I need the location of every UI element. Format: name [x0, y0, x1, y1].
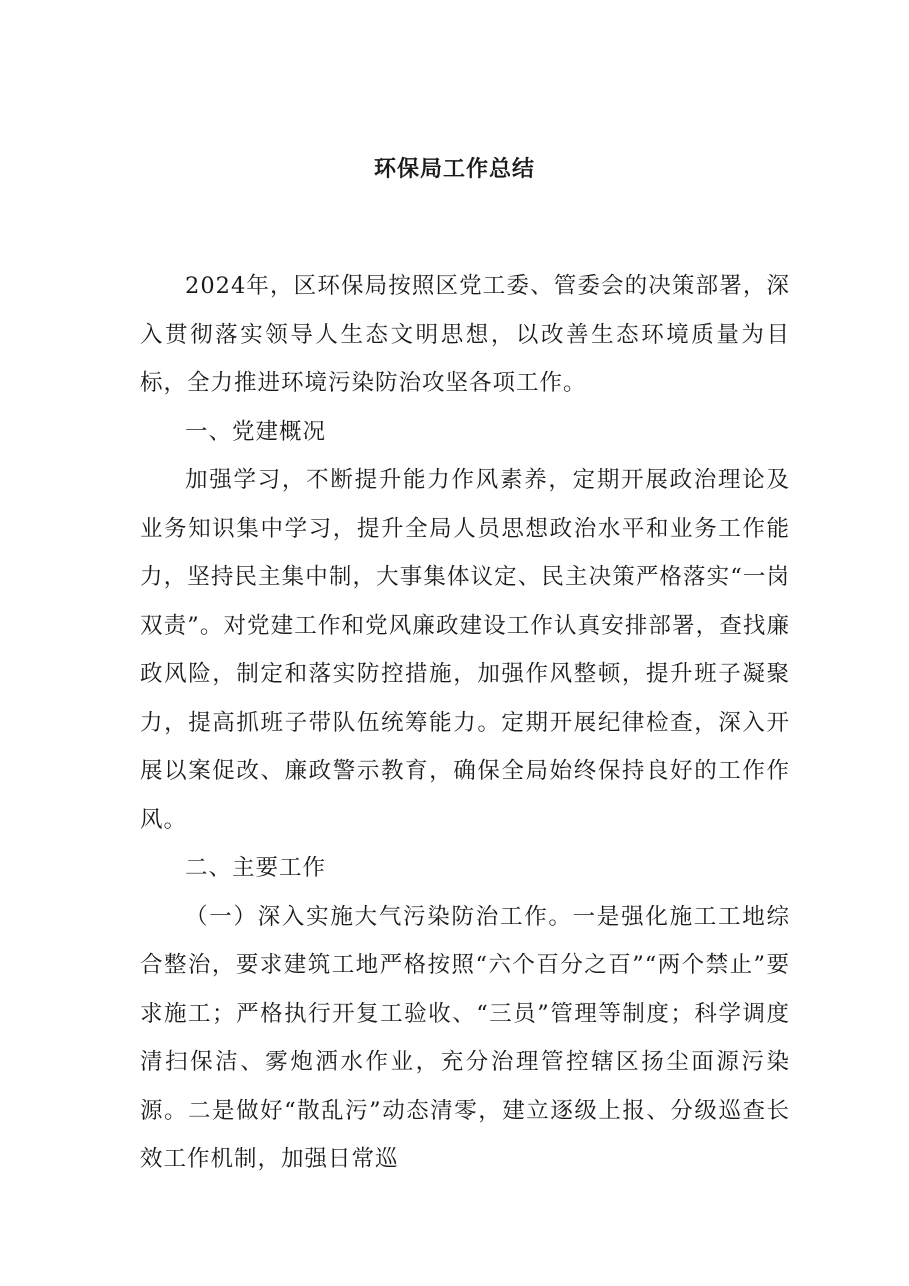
section-heading-main-work: 二、主要工作 — [185, 855, 327, 881]
intro-paragraph: 2024年，区环保局按照区党工委、管委会的决策部署，深入贯彻落实领导人生态文明思想，以改善生态环境质量为目标，全力推进环境污染防治攻坚各项工作。 — [140, 273, 790, 396]
section-heading-party-building: 一、党建概况 — [185, 418, 327, 445]
party-building-paragraph: 加强学习，不断提升能力作风素养，定期开展政治理论及业务知识集中学习，提升全局人员思想政治水平和业务工作能力，坚持民主集中制，大事集体议定、民主决策严格落实“一岗双责”。对党建工作和党风廉政建设工作认真安排部署，查找廉政风险，制定和落实防控措施，加强作风整顿，提升班子凝聚力，提高抓班子带队伍统筹能力。定期开展纪律检查，深入开展以案促改、廉政警示教育，确保全局始终保持良好的工作作风。 — [140, 467, 790, 833]
air-pollution-paragraph: （一）深入实施大气污染防治工作。一是强化施工工地综合整治，要求建筑工地严格按照“六个百分之百”“两个禁止”要求施工；严格执行开复工验收、“三员”管理等制度；科学调度清扫保洁、雾炮洒水作业，充分治理管控辖区扬尘面源污染源。二是做好“散乱污”动态清零，建立逐级上报、分级巡查长效工作机制，加强日常巡 — [140, 903, 790, 1172]
document-title: 环保局工作总结 — [373, 157, 535, 182]
document-body — [140, 262, 790, 1184]
